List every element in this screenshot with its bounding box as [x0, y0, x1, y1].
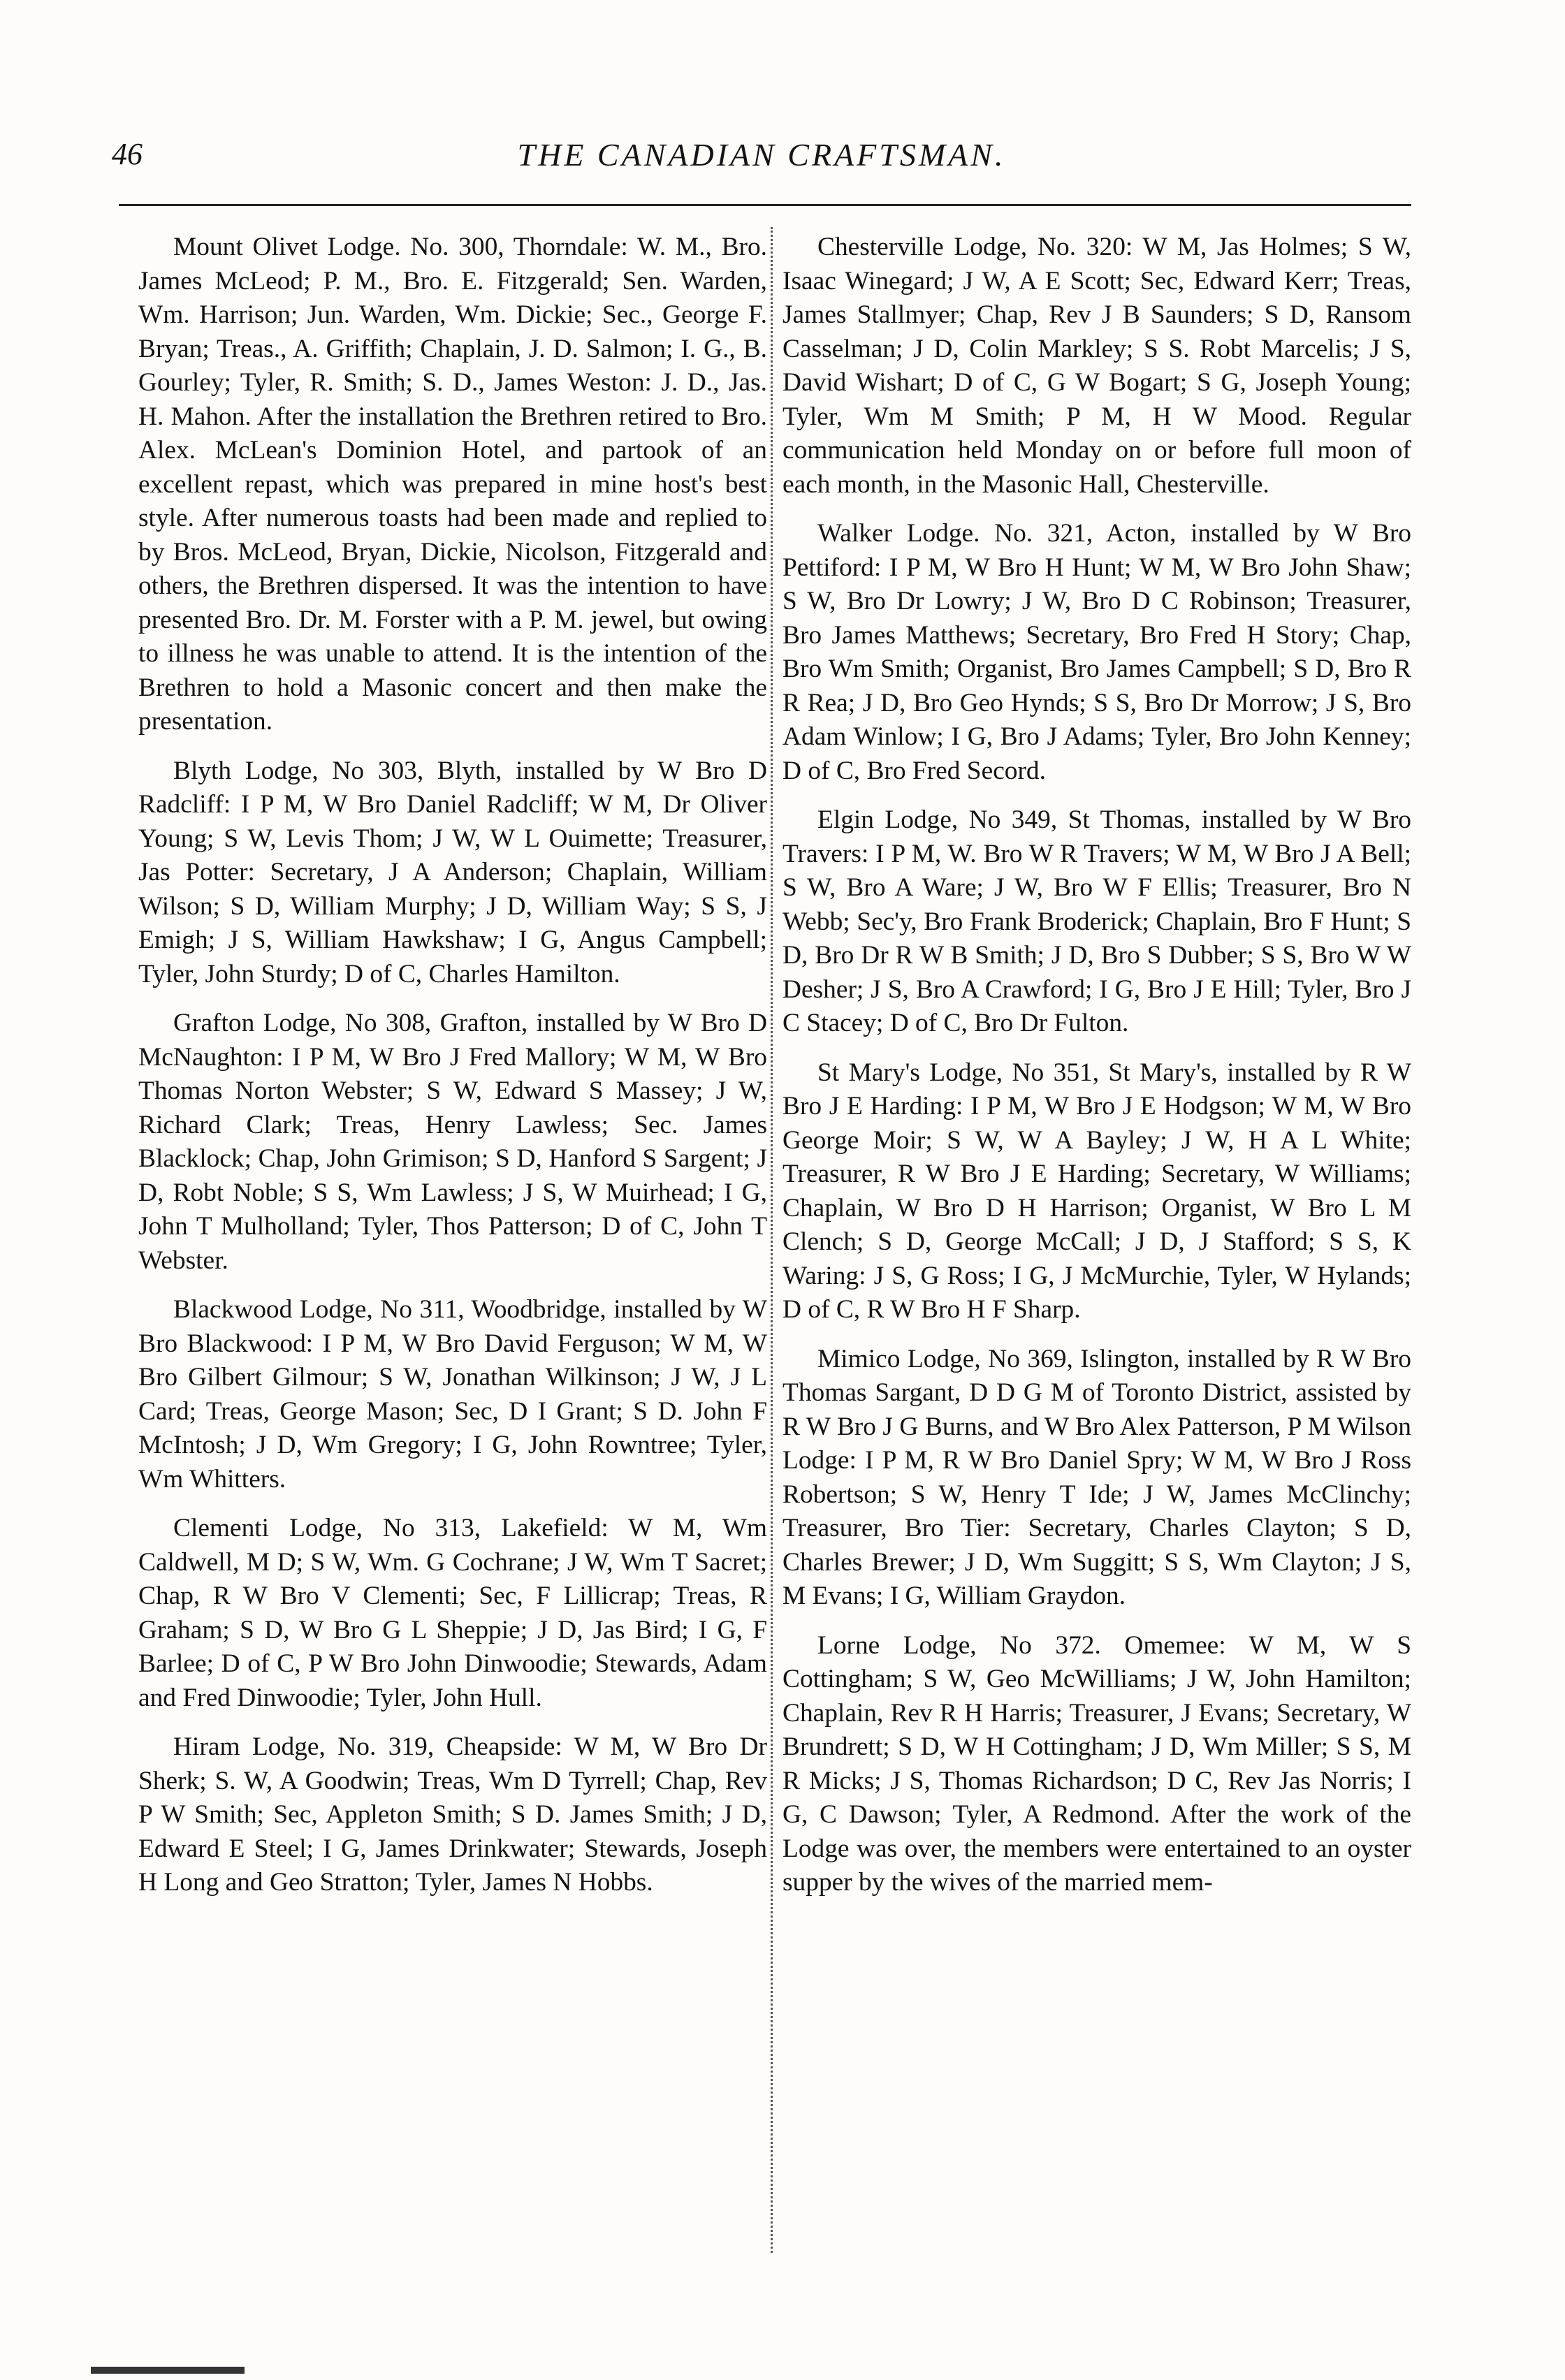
right-column [782, 231, 1411, 1915]
page-header [112, 136, 1411, 192]
lodge-report-blyth: Blyth Lodge, No 303, Blyth, installed by W Bro D Radcliff: I P M, W Bro Daniel Radcliff; W M, Dr Oliver Young; S W, Levis Thom; J W, W L Ouimette; Treasurer, Jas Potter: Secretary, J A Anderson; Chaplain, William Wilson; S D, William Murphy; J D, William Way; S S, J Emigh; J S, William Hawkshaw; I G, Angus Campbell; Tyler, John Sturdy; D of C, Charles Hamilton. [138, 756, 767, 988]
lodge-report-grafton: Grafton Lodge, No 308, Grafton, installed by W Bro D McNaughton: I P M, W Bro J Fred Mallory; W M, W Bro Thomas Norton Webster; S W, Edward S Massey; J W, Richard Clark; Treas, Henry Lawless; Sec. James Blacklock; Chap, John Grimison; S D, Hanford S Sargent; J D, Robt Noble; S S, Wm Lawless; J S, W Muirhead; I G, John T Mulholland; Tyler, Thos Patterson; D of C, John T Webster. [138, 1009, 767, 1275]
lodge-report-clementi: Clementi Lodge, No 313, Lakefield: W M, Wm Caldwell, M D; S W, Wm. G Cochrane; J W, Wm T Sacret; Chap, R W Bro V Clementi; Sec, F Lillicrap; Treas, R Graham; S D, W Bro G L Sheppie; J D, Jas Bird; I G, F Barlee; D of C, P W Bro John Dinwoodie; Stewards, Adam and Fred Dinwoodie; Tyler, John Hull. [138, 1514, 767, 1712]
lodge-report-st-marys: St Mary's Lodge, No 351, St Mary's, installed by R W Bro J E Harding: I P M, W Bro J E Hodgson; W M, W Bro George Moir; S W, W A Bayley; J W, H A L White; Treasurer, R W Bro J E Harding; Secretary, W Williams; Chaplain, W Bro D H Harrison; Organist, W Bro L M Clench; S D, George McCall; J D, J Stafford; S S, K Waring: J S, G Ross; I G, J McMurchie, Tyler, W Hylands; D of C, R W Bro H F Sharp. [782, 1058, 1411, 1324]
column-divider [771, 227, 774, 2253]
lodge-report-mount-olivet: Mount Olivet Lodge. No. 300, Thorndale: W. M., Bro. James McLeod; P. M., Bro. E. Fitzgerald; Sen. Warden, Wm. Harrison; Jun. Warden, Wm. Dickie; Sec., George F. Bryan; Treas., A. Griffith; Chaplain, J. D. Salmon; I. G., B. Gourley; Tyler, R. Smith; S. D., James Weston: J. D., Jas. H. Mahon. After the installation the Brethren retired to Bro. Alex. McLean's Dominion Hotel, and partook of an excellent repast, which was prepared in mine host's best style. After numerous toasts had been made and replied to by Bros. McLeod, Bryan, Dickie, Nicolson, Fitzgerald and others, the Brethren dispersed. It was the intention to have presented Bro. Dr. M. Forster with a P. M. jewel, but owing to illness he was unable to attend. It is the intention of the Brethren to hold a Masonic concert and then make the presentation. [138, 233, 767, 736]
left-column [138, 231, 767, 1915]
lodge-report-mimico: Mimico Lodge, No 369, Islington, installed by R W Bro Thomas Sargant, D D G M of Toronto District, assisted by R W Bro J G Burns, and W Bro Alex Patterson, P M Wilson Lodge: I P M, R W Bro Daniel Spry; W M, W Bro J Ross Robertson; S W, Henry T Ide; J W, James McClinchy; Treasurer, Bro Tier: Secretary, Charles Clayton; S D, Charles Brewer; J D, Wm Suggitt; S S, Wm Clayton; J S, M Evans; I G, William Graydon. [782, 1344, 1411, 1610]
scan-edge-artifact [91, 2367, 245, 2374]
running-title: THE CANADIAN CRAFTSMAN. [517, 137, 1006, 173]
lodge-report-elgin: Elgin Lodge, No 349, St Thomas, installed by W Bro Travers: I P M, W. Bro W R Travers; W M, W Bro J A Bell; S W, Bro A Ware; J W, Bro W F Ellis; Treasurer, Bro N Webb; Sec'y, Bro Frank Broderick; Chaplain, Bro F Hunt; S D, Bro Dr R W B Smith; J D, Bro S Dubber; S S, Bro W W Desher; J S, Bro A Crawford; I G, Bro J E Hill; Tyler, Bro J C Stacey; D of C, Bro Dr Fulton. [782, 805, 1411, 1037]
page-number: 46 [112, 137, 143, 171]
header-rule [119, 204, 1411, 206]
lodge-report-walker: Walker Lodge. No. 321, Acton, installed by W Bro Pettiford: I P M, W Bro H Hunt; W M, W Bro John Shaw; S W, Bro Dr Lowry; J W, Bro D C Robinson; Treasurer, Bro James Matthews; Secretary, Bro Fred H Story; Chap, Bro Wm Smith; Organist, Bro James Campbell; S D, Bro R R Rea; J D, Bro Geo Hynds; S S, Bro Dr Morrow; J S, Bro Adam Winlow; I G, Bro J Adams; Tyler, Bro John Kenney; D of C, Bro Fred Secord. [782, 519, 1411, 785]
lodge-report-lorne: Lorne Lodge, No 372. Omemee: W M, W S Cottingham; S W, Geo McWilliams; J W, John Hamilton; Chaplain, Rev R H Harris; Treasurer, J Evans; Secretary, W Brundrett; S D, W H Cottingham; J D, Wm Miller; S S, M R Micks; J S, Thomas Richardson; D C, Rev Jas Norris; I G, C Dawson; Tyler, A Redmond. After the work of the Lodge was over, the members were entertained to an oyster supper by the wives of the married mem- [782, 1630, 1411, 1897]
lodge-report-chesterville: Chesterville Lodge, No. 320: W M, Jas Holmes; S W, Isaac Winegard; J W, A E Scott; Sec, Edward Kerr; Treas, James Stallmyer; Chap, Rev J B Saunders; S D, Ransom Casselman; J D, Colin Markley; S S. Robt Marcelis; J S, David Wishart; D of C, G W Bogart; S G, Joseph Young; Tyler, Wm M Smith; P M, H W Mood. Regular communication held Monday on or before full moon of each month, in the Masonic Hall, Chesterville. [782, 233, 1411, 499]
lodge-report-hiram: Hiram Lodge, No. 319, Cheapside: W M, W Bro Dr Sherk; S. W, A Goodwin; Treas, Wm D Tyrrell; Chap, Rev P W Smith; Sec, Appleton Smith; S D. James Smith; J D, Edward E Steel; I G, James Drinkwater; Stewards, Joseph H Long and Geo Stratton; Tyler, James N Hobbs. [138, 1732, 767, 1897]
lodge-report-blackwood: Blackwood Lodge, No 311, Woodbridge, installed by W Bro Blackwood: I P M, W Bro David Ferguson; W M, W Bro Gilbert Gilmour; S W, Jonathan Wilkinson; J W, J L Card; Treas, George Mason; Sec, D I Grant; S D. John F McIntosh; J D, Wm Gregory; I G, John Rowntree; Tyler, Wm Whitters. [138, 1295, 767, 1494]
